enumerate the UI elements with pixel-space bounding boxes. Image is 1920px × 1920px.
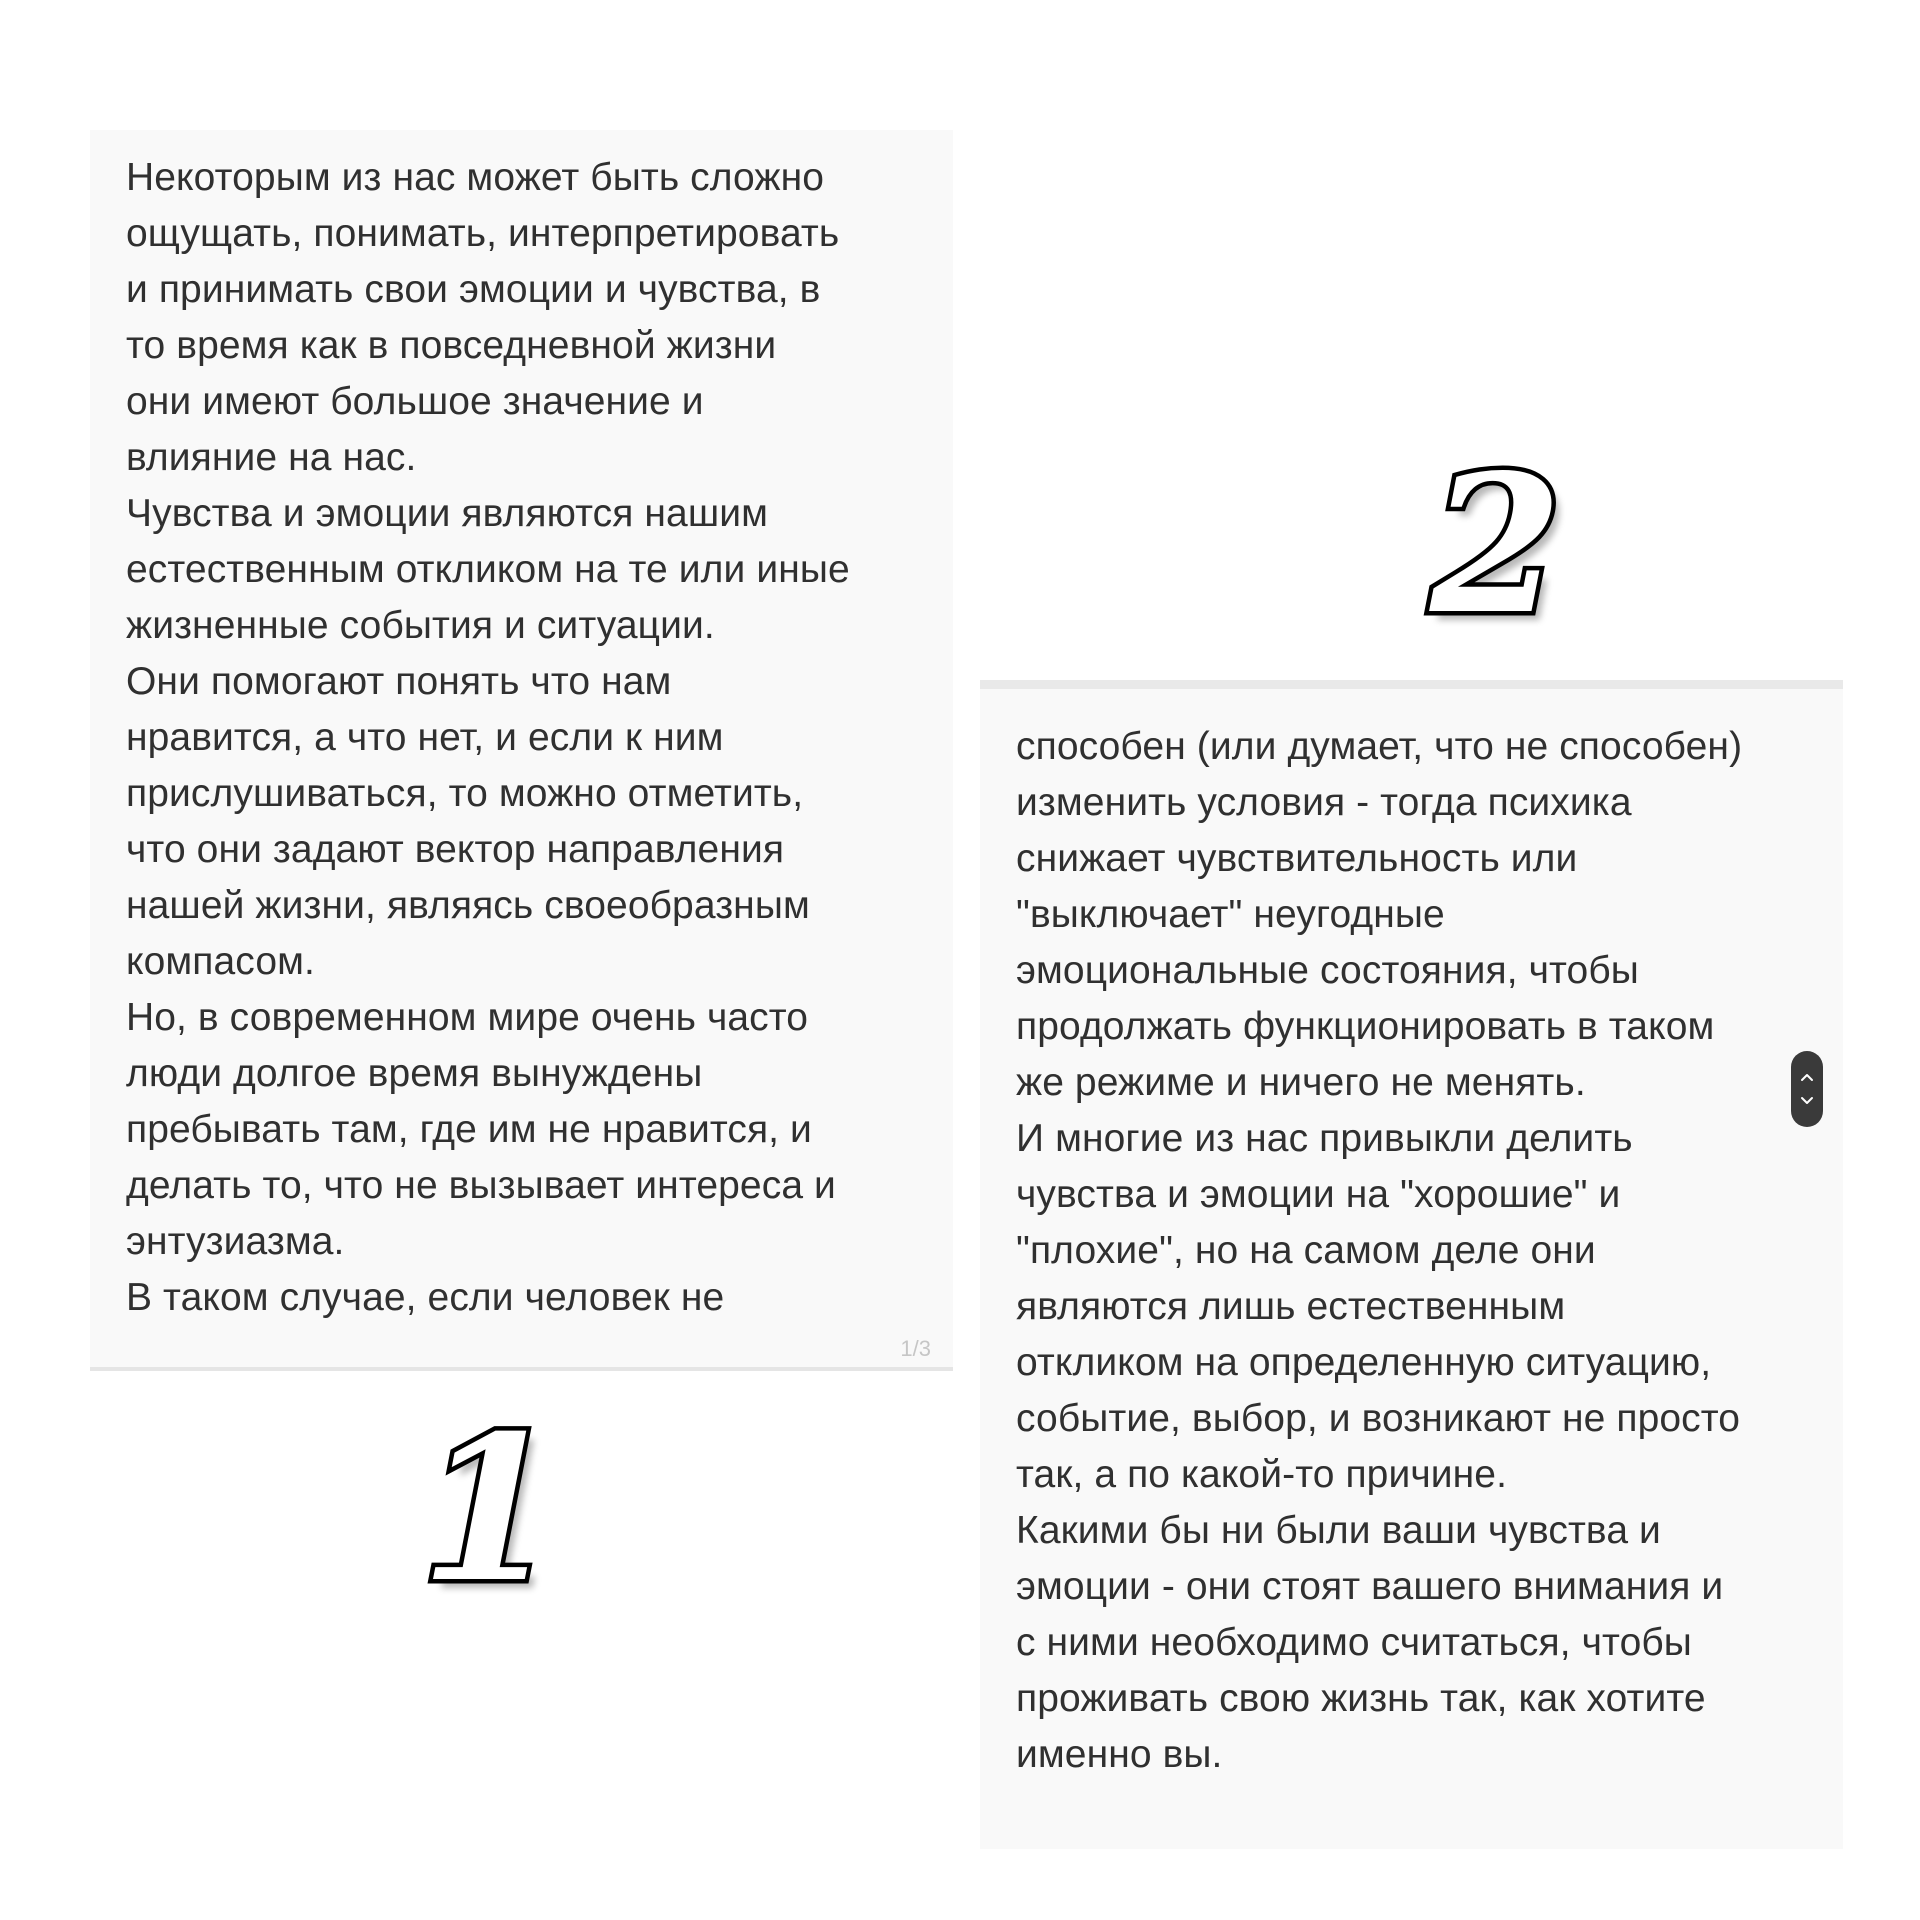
text-line: влияние на нас. xyxy=(126,436,417,479)
text-line: продолжать функционировать в таком xyxy=(1016,1005,1715,1048)
text-line: "плохие", но на самом деле они xyxy=(1016,1229,1596,1272)
text-line: Они помогают понять что нам xyxy=(126,660,672,703)
text-line: ощущать, понимать, интерпретировать xyxy=(126,212,840,255)
text-line: способен (или думает, что не способен) xyxy=(1016,725,1743,768)
text-line: Какими бы ни были ваши чувства и xyxy=(1016,1509,1661,1552)
text-line: же режиме и ничего не менять. xyxy=(1016,1061,1586,1104)
text-line: чувства и эмоции на "хорошие" и xyxy=(1016,1173,1621,1216)
text-line: Но, в современном мире очень часто xyxy=(126,996,809,1039)
text-line: нашей жизни, являясь своеобразным xyxy=(126,884,810,927)
screen-2-text xyxy=(1016,719,1816,1783)
text-line: делать то, что не вызывает интереса и xyxy=(126,1164,836,1207)
text-line: И многие из нас привыкли делить xyxy=(1016,1117,1633,1160)
text-line: В таком случае, если человек не xyxy=(126,1276,725,1319)
text-line: так, а по какой-то причине. xyxy=(1016,1453,1507,1496)
text-line: откликом на определенную ситуацию, xyxy=(1016,1341,1712,1384)
text-line: естественным откликом на те или иные xyxy=(126,548,850,591)
text-line: являются лишь естественным xyxy=(1016,1285,1566,1328)
text-line: с ними необходимо считаться, чтобы xyxy=(1016,1621,1692,1664)
text-line: люди долгое время вынуждены xyxy=(126,1052,703,1095)
text-line: "выключает" неугодные xyxy=(1016,893,1445,936)
screen-number-1: 1 xyxy=(420,1392,560,1627)
text-line: именно вы. xyxy=(1016,1733,1223,1776)
text-line: эмоциональные состояния, чтобы xyxy=(1016,949,1639,992)
chevron-down-icon xyxy=(1800,1096,1814,1106)
text-line: и принимать свои эмоции и чувства, в xyxy=(126,268,821,311)
screen-number-2: 2 xyxy=(1430,433,1563,656)
text-line: что они задают вектор направления xyxy=(126,828,785,871)
scroll-handle[interactable] xyxy=(1791,1051,1823,1127)
text-line: Чувства и эмоции являются нашим xyxy=(126,492,769,535)
chevron-up-icon xyxy=(1800,1072,1814,1082)
text-line: компасом. xyxy=(126,940,315,983)
text-line: жизненные события и ситуации. xyxy=(126,604,715,647)
text-line: проживать свою жизнь так, как хотите xyxy=(1016,1677,1706,1720)
text-line: эмоции - они стоят вашего внимания и xyxy=(1016,1565,1724,1608)
text-screen-2 xyxy=(980,680,1843,1849)
text-line: нравится, а что нет, и если к ним xyxy=(126,716,724,759)
text-line: изменить условия - тогда психика xyxy=(1016,781,1632,824)
text-line: пребывать там, где им не нравится, и xyxy=(126,1108,812,1151)
text-line: они имеют большое значение и xyxy=(126,380,704,423)
screen-1-text xyxy=(126,150,936,1326)
text-line: то время как в повседневной жизни xyxy=(126,324,777,367)
text-screen-1 xyxy=(90,130,953,1371)
text-line: энтузиазма. xyxy=(126,1220,345,1263)
text-line: Некоторым из нас может быть сложно xyxy=(126,156,825,199)
page-indicator: 1/3 xyxy=(900,1336,931,1361)
text-line: прислушиваться, то можно отметить, xyxy=(126,772,804,815)
text-line: снижает чувствительность или xyxy=(1016,837,1578,880)
text-line: событие, выбор, и возникают не просто xyxy=(1016,1397,1741,1440)
